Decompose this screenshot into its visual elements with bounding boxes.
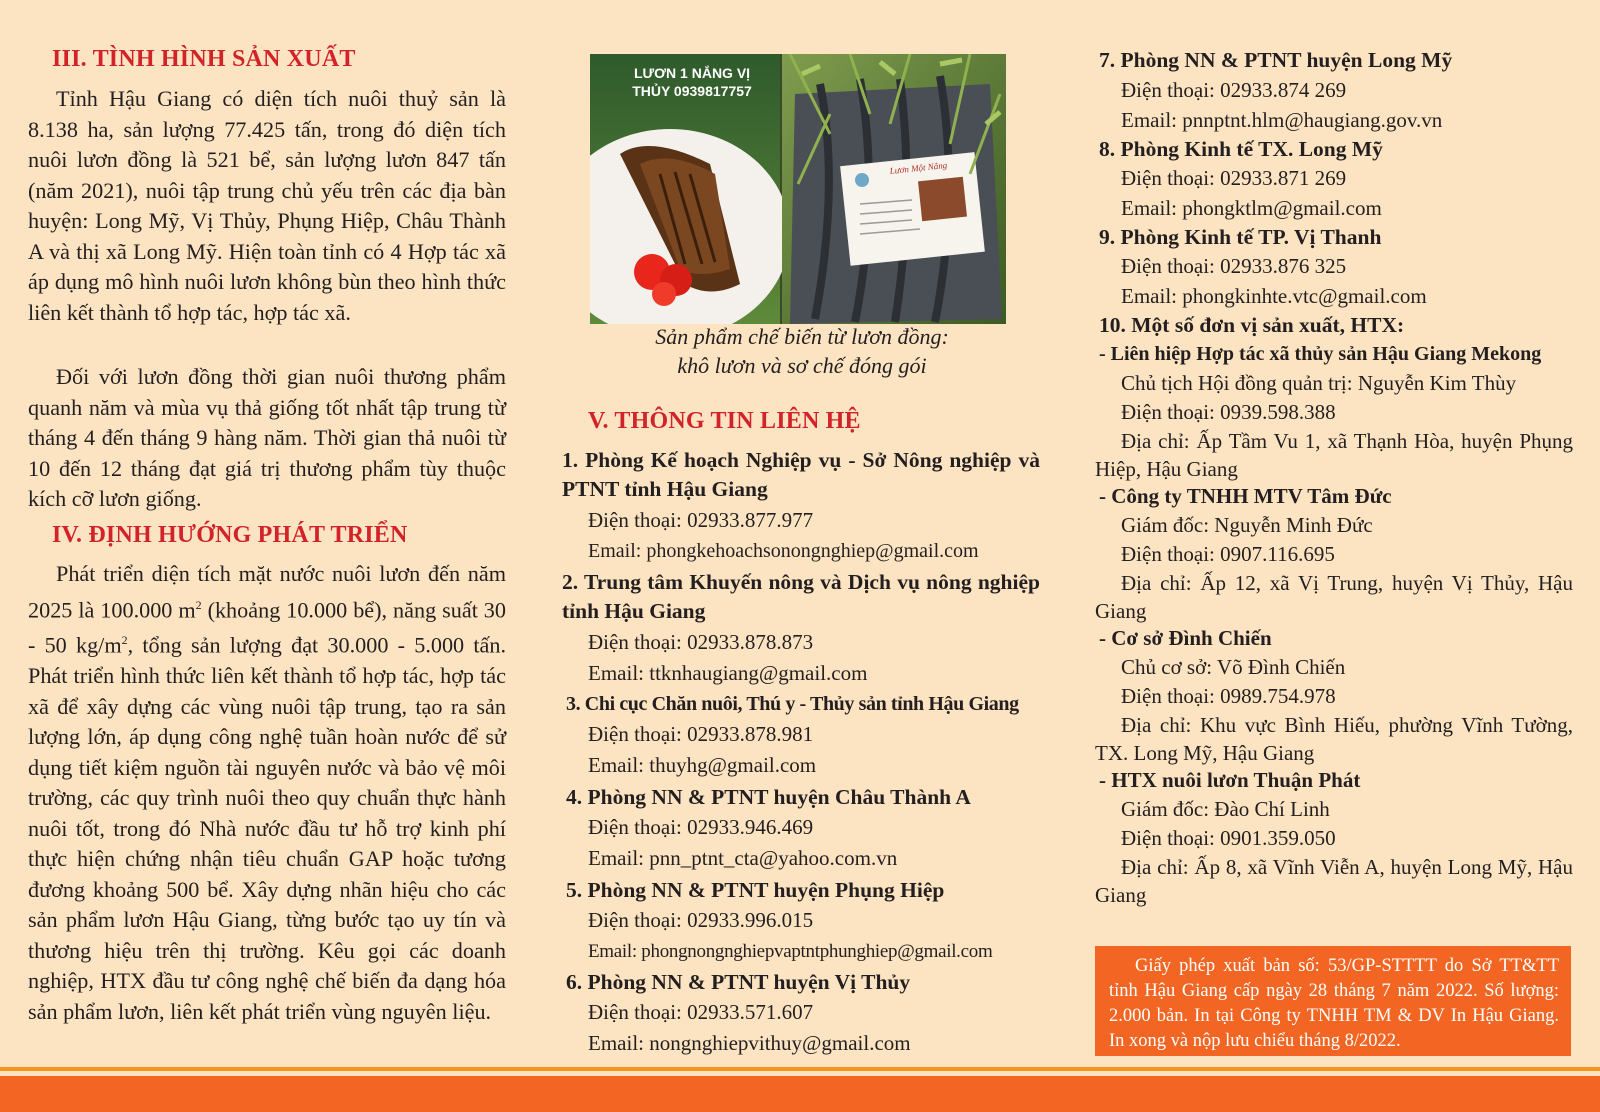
superscript-2: 2 [195,597,202,612]
contact-4-phone: Điện thoại: 02933.946.469 [588,815,814,839]
footer-bar [0,1076,1600,1112]
contact-8-email: Email: phongktlm@gmail.com [1121,196,1382,220]
contact-4-title: 4. Phòng NN & PTNT huyện Châu Thành A [566,785,971,809]
product-photo-graphic [590,54,1006,324]
contact-6-phone: Điện thoại: 02933.571.607 [588,1000,814,1024]
contact-10-title: 10. Một số đơn vị sản xuất, HTX: [1099,313,1405,337]
org-4-address: Địa chỉ: Ấp 8, xã Vĩnh Viễn A, huyện Long Mỹ, Hậu Giang [1095,855,1573,907]
section-3-paragraph-1: Tỉnh Hậu Giang có diện tích nuôi thuỷ sản là 8.138 ha, sản lượng 77.425 tấn, trong đó diện tích nuôi lươn đồng là 521 bể, sản lượng lươn 847 tấn (năm 2021), nuôi tập trung chủ yếu trên các địa bàn huyện: Long Mỹ, Vị Thủy, Phụng Hiệp, Châu Thành A và thị xã Long Mỹ. Hiện toàn tỉnh có 4 Hợp tác xã áp dụng mô hình nuôi lươn không bùn theo hình thức liên kết thành tổ hợp tác, hợp tác xã. [28,86,506,325]
section-4-text-b: (khoảng 10.000 bể), năng suất 30 - 50 kg/m [28,596,506,658]
product-photo [590,54,1006,324]
contact-6-email: Email: nongnghiepvithuy@gmail.com [588,1031,911,1055]
contact-8-phone: Điện thoại: 02933.871 269 [1121,166,1347,190]
org-2-title: - Công ty TNHH MTV Tâm Đức [1099,484,1392,508]
org-3-address: Địa chỉ: Khu vực Bình Hiếu, phường Vĩnh Tường, TX. Long Mỹ, Hậu Giang [1095,713,1573,765]
photo-caption [562,322,1042,380]
contact-5-email: Email: phongnongnghiepvaptntphunghiep@gmail.com [588,941,993,962]
contact-5-title: 5. Phòng NN & PTNT huyện Phụng Hiệp [566,878,945,902]
contact-2-title: 2. Trung tâm Khuyến nông và Dịch vụ nông nghiệp tỉnh Hậu Giang [562,570,1040,623]
contact-5-phone: Điện thoại: 02933.996.015 [588,908,814,932]
contact-1-phone: Điện thoại: 02933.877.977 [588,508,814,532]
contact-4-email: Email: pnn_ptnt_cta@yahoo.com.vn [588,846,898,870]
superscript-2b: 2 [121,633,128,648]
org-4-phone: Điện thoại: 0901.359.050 [1121,826,1336,850]
org-2-director: Giám đốc: Nguyễn Minh Đức [1121,513,1373,537]
section-5-title: V. THÔNG TIN LIÊN HỆ [588,408,861,434]
org-4-director: Giám đốc: Đào Chí Linh [1121,797,1330,821]
org-3-owner: Chủ cơ sở: Võ Đình Chiến [1121,655,1346,679]
org-1-phone: Điện thoại: 0939.598.388 [1121,400,1336,424]
section-3-paragraph-2: Đối với lươn đồng thời gian nuôi thương phẩm quanh năm và mùa vụ thả giống tốt nhất tập trung từ tháng 4 đến tháng 9 hàng năm. Thời gian thả nuôi từ 10 đến 12 tháng đạt giá trị thương phẩm tùy thuộc kích cỡ lươn giống. [28,364,506,511]
contact-7-email: Email: pnnptnt.hlm@haugiang.gov.vn [1121,108,1443,132]
contact-1-title: 1. Phòng Kế hoạch Nghiệp vụ - Sở Nông nghiệp và PTNT tỉnh Hậu Giang [562,448,1040,501]
contact-3-phone: Điện thoại: 02933.878.981 [588,722,814,746]
org-1-chair: Chủ tịch Hội đồng quản trị: Nguyễn Kim Thùy [1121,371,1517,395]
section-3-title: III. TÌNH HÌNH SẢN XUẤT [52,46,356,72]
photo-caption-line-1: Sản phẩm chế biến từ lươn đồng: [655,324,949,349]
contact-3-email: Email: thuyhg@gmail.com [588,753,817,777]
photo-caption-line-2: khô lươn và sơ chế đóng gói [677,353,927,378]
org-2-address: Địa chỉ: Ấp 12, xã Vị Trung, huyện Vị Thủy, Hậu Giang [1095,571,1573,623]
contact-8-title: 8. Phòng Kinh tế TX. Long Mỹ [1099,137,1383,161]
section-4-text-c: , tổng sản lượng đạt 30.000 - 5.000 tấn. Phát triển hình thức liên kết thành tổ hợp tác, hợp tác xã để xây dựng các vùng nuôi tập trung, tạo ra sản lượng lớn, áp dụng công nghệ tuần hoàn nước để sử dụng tiết kiệm nguồn tài nguyên nước và bảo vệ môi trường, các quy trình nuôi theo quy chuẩn thực hành nuôi tốt, trong đó Nhà nước đầu tư hỗ trợ kinh phí thực hiện chứng nhận tiêu chuẩn GAP hoặc tương đương khoảng 500 bể. Xây dựng nhãn hiệu cho các sản phẩm lươn Hậu Giang, từng bước tạo uy tín và thương hiệu trên thị trường. Kêu gọi các doanh nghiệp, HTX đầu tư công nghệ chế biến đa dạng hóa sản phẩm lươn, liên kết phát triển vùng nguyên liệu. [28,632,507,1024]
org-1-address: Địa chỉ: Ấp Tầm Vu 1, xã Thạnh Hòa, huyện Phụng Hiệp, Hậu Giang [1095,429,1573,481]
org-3-phone: Điện thoại: 0989.754.978 [1121,684,1336,708]
org-2-phone: Điện thoại: 0907.116.695 [1121,542,1335,566]
section-4-text-a: Phát triển diện tích mặt nước nuôi lươn đến năm 2025 là 100.000 m [28,561,506,622]
section-4-paragraph [28,559,506,1027]
contact-2-phone: Điện thoại: 02933.878.873 [588,630,814,654]
contact-9-phone: Điện thoại: 02933.876 325 [1121,254,1347,278]
photo-overlay-line-1: LƯƠN 1 NẮNG VỊ [633,65,751,81]
contact-1-email: Email: phongkehoachsonongnghiep@gmail.com [588,540,979,562]
contact-9-title: 9. Phòng Kinh tế TP. Vị Thanh [1099,225,1382,249]
contact-2-email: Email: ttknhaugiang@gmail.com [588,661,868,685]
org-4-title: - HTX nuôi lươn Thuận Phát [1099,768,1361,792]
contact-6-title: 6. Phòng NN & PTNT huyện Vị Thủy [566,970,911,994]
publication-license-box: Giấy phép xuất bản số: 53/GP-STTTT do Sở TT&TT tỉnh Hậu Giang cấp ngày 28 tháng 7 năm 2022. Số lượng: 2.000 bản. In tại Công ty TNHH TM & DV In Hậu Giang. In xong và nộp lưu chiểu tháng 8/2022. [1095,946,1571,1056]
section-4-title: IV. ĐỊNH HƯỚNG PHÁT TRIỂN [52,522,408,548]
contact-3-title: 3. Chi cục Chăn nuôi, Thú y - Thủy sản tỉnh Hậu Giang [566,693,1019,715]
photo-overlay-line-2: THỦY 0939817757 [632,83,752,99]
package-label: Lươn Một Nắng [889,160,948,176]
org-3-title: - Cơ sở Đình Chiến [1099,626,1272,650]
contact-7-title: 7. Phòng NN & PTNT huyện Long Mỹ [1099,48,1453,72]
footer-stripe [0,1067,1600,1071]
contact-7-phone: Điện thoại: 02933.874 269 [1121,78,1347,102]
org-1-title: - Liên hiệp Hợp tác xã thủy sản Hậu Giang Mekong [1099,343,1542,365]
contact-9-email: Email: phongkinhte.vtc@gmail.com [1121,284,1427,308]
